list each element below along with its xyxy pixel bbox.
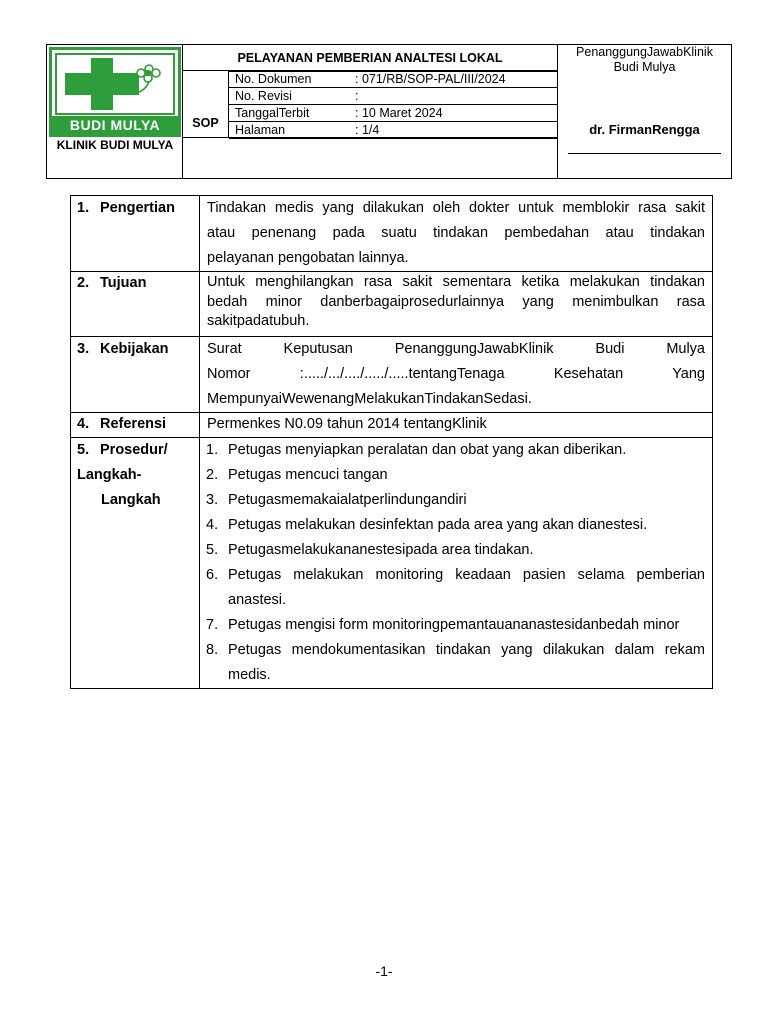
meta-bottom-rule [183,137,557,138]
clinic-name: KLINIK BUDI MULYA [56,138,174,152]
medical-cross-icon [57,55,179,113]
meta-key: No. Dokumen [235,72,312,86]
text-line: pelayanan pengobatan lainnya. [207,250,409,266]
section-title-continued: Langkah- [77,467,142,483]
meta-value: : 071/RB/SOP-PAL/III/2024 [355,72,506,86]
list-item [206,463,705,488]
text-line: atau penenang pada suatu tindakan pembedahan atau tindakan [207,225,705,241]
section-title: Kebijakan [100,341,169,357]
meta-row [229,88,557,105]
doctor-name: dr. FirmanRengga [589,122,700,137]
responsible-cell [557,45,731,178]
page-number: -1- [375,963,393,979]
section-number: 5. [77,442,90,458]
section-title: Tujuan [100,275,147,291]
responsible-title [558,45,731,75]
section-label [71,196,200,272]
step-text: Petugas melakukan monitoring keadaan pasien selama pemberian [228,567,705,583]
list-item [206,438,705,463]
section-title: Referensi [100,416,167,432]
section-content [200,337,713,413]
step-text: Petugas mengisi form monitoringpemantauananastesidanbedah minor [228,617,680,633]
step-text: medis. [228,667,271,683]
section-content [200,413,713,438]
step-text: Petugas mendokumentasikan tindakan yang dilakukan dalam rekam [228,642,705,658]
table-row [71,272,713,337]
text-line: Nomor :...../.../..../...../.....tentangTenaga Kesehatan Yang [207,366,705,382]
section-label [71,337,200,413]
step-text: Petugas menyiapkan peralatan dan obat yang akan diberikan. [228,442,627,458]
text-line: Permenkes N0.09 tahun 2014 tentangKlinik [207,416,487,432]
step-text: Petugas mencuci tangan [228,467,388,483]
meta-value: : 10 Maret 2024 [355,106,443,120]
responsible-line: PenanggungJawabKlinik [576,45,713,59]
step-number: 1. [206,442,219,458]
section-number: 4. [77,416,90,432]
step-text: Petugasmemakaialatperlindungandiri [228,492,467,508]
list-item [206,613,705,638]
sop-title: PELAYANAN PEMBERIAN ANALTESI LOKAL [183,45,557,71]
meta-top-rule [229,71,557,72]
signature-line [568,153,721,154]
document-meta [229,71,557,139]
step-text: Petugasmelakukananestesipada area tindakan. [228,542,534,558]
section-content [200,272,713,337]
step-text: Petugas melakukan desinfektan pada area yang akan dianestesi. [228,517,648,533]
section-number: 1. [77,200,90,216]
step-number: 7. [206,617,219,633]
sop-label: SOP [183,71,229,137]
step-text: anastesi. [228,592,287,608]
sop-content-table [70,195,713,689]
logo-cross-panel [55,53,175,115]
section-content [200,438,713,689]
section-title: Prosedur/ [100,442,168,458]
text-line: sakitpadatubuh. [207,313,310,329]
step-number: 5. [206,542,219,558]
logo-text: BUDI MULYA [52,116,178,134]
step-number: 4. [206,517,219,533]
table-row [71,438,713,689]
text-line: Untuk menghilangkan rasa sakit sementara ketika melakukan tindakan [207,274,705,290]
step-number: 3. [206,492,219,508]
section-number: 3. [77,341,90,357]
list-item [206,563,705,613]
section-content [200,196,713,272]
meta-key: Halaman [235,123,286,137]
meta-key: TanggalTerbit [235,106,310,120]
table-row [71,337,713,413]
step-number: 2. [206,467,219,483]
text-line: bedah minor danberbagaiprosedurlainnya yang menimbulkan rasa [207,293,705,310]
table-row [71,413,713,438]
section-label [71,438,200,689]
section-title: Pengertian [100,200,175,216]
procedure-steps [206,438,705,688]
step-number: 6. [206,567,219,583]
text-line: Surat Keputusan PenanggungJawabKlinik Budi Mulya [207,341,705,357]
list-item [206,638,705,688]
section-label [71,413,200,438]
text-line: Tindakan medis yang dilakukan oleh dokter untuk memblokir rasa sakit [207,200,705,216]
step-number: 8. [206,642,219,658]
section-title-continued: Langkah [101,492,161,508]
section-number: 2. [77,275,90,291]
logo-cell [47,45,183,178]
text-line: MempunyaiWewenangMelakukanTindakanSedasi. [207,391,532,407]
table-row [71,196,713,272]
meta-key: No. Revisi [235,89,292,103]
section-label [71,272,200,337]
meta-value: : 1/4 [355,123,380,137]
meta-row [229,71,557,88]
responsible-line: Budi Mulya [613,60,676,74]
list-item [206,488,705,513]
meta-value: : [355,89,359,103]
list-item [206,538,705,563]
meta-row [229,105,557,122]
document-header [46,44,732,179]
list-item [206,513,705,538]
clinic-logo [49,47,181,137]
